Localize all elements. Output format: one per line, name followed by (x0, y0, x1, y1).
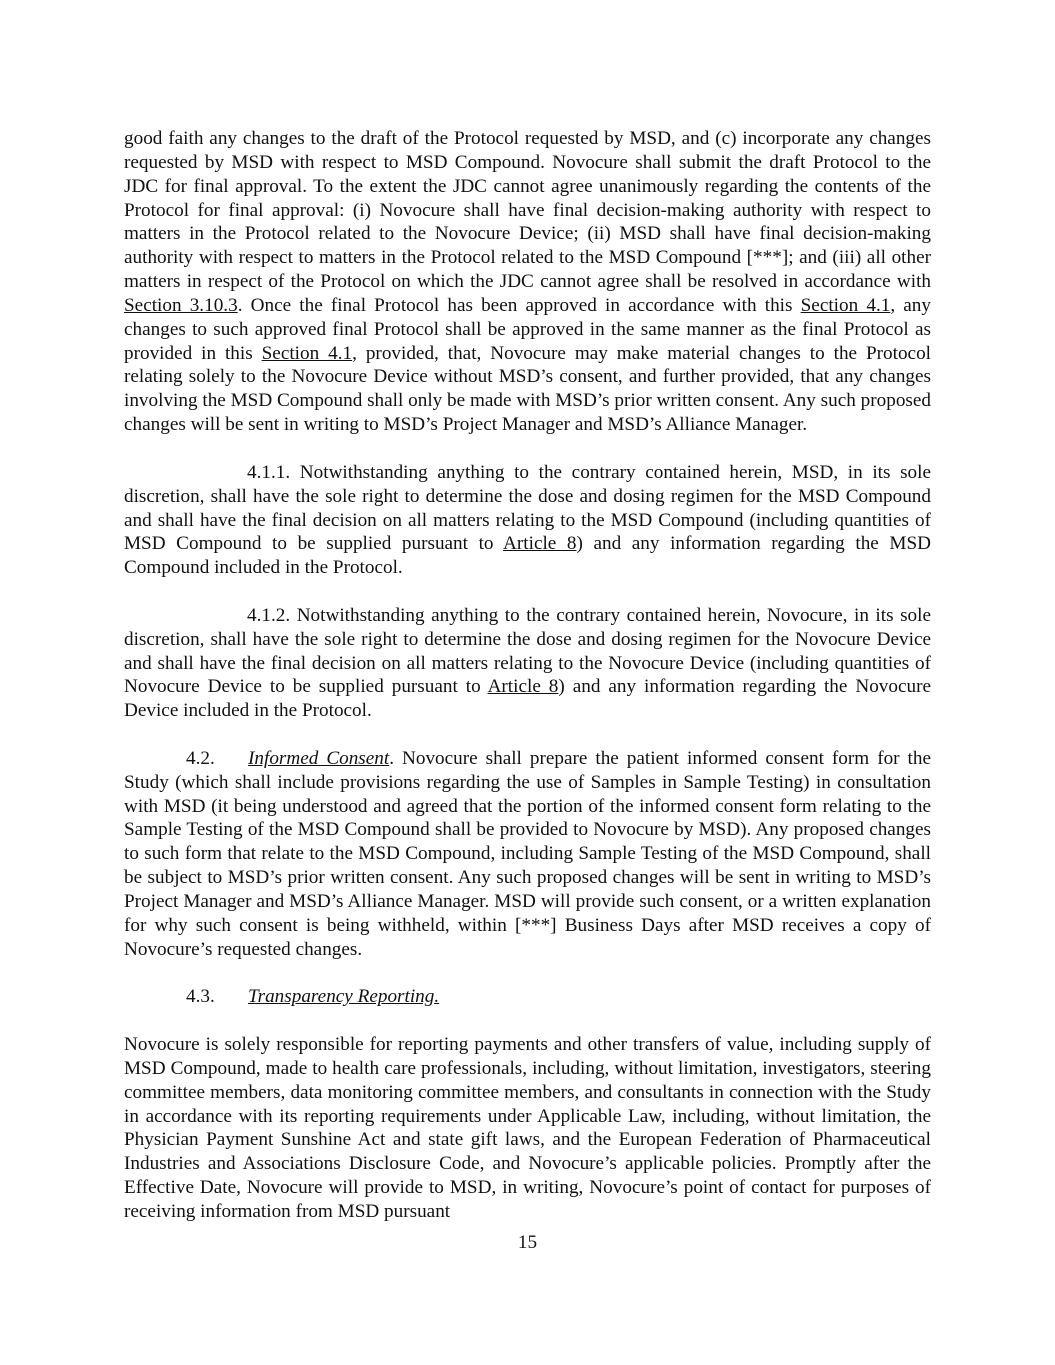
paragraph-spacer (124, 580, 931, 604)
section-4-1-2: 4.1.2. Notwithstanding anything to the contrary contained herein, Novocure, in its sole discretion, shall have the sole right to determine the dose and dosing regimen for the Novocure Device and shall have the final decision on all matters relating to the Novocure Device (including quantities of Novocure Device to be supplied pursuant to Article 8) and any information regarding the Novocure Device included in the Protocol. (124, 604, 932, 722)
cross-reference-link[interactable]: Section 4.1 (800, 294, 891, 316)
document-page (124, 127, 931, 1224)
section-4-2-informed-consent: 4.2. Informed Consent. Novocure shall prepare the patient informed consent form for the Study (which shall include provisions regarding the use of Samples in Sample Testing) in consultation with MSD (it being understood and agreed that the portion of the informed consent form relating to the Sample Testing of the MSD Compound shall be provided to Novocure by MSD). Any proposed changes to such form that relate to the MSD Compound, including Sample Testing of the MSD Compound, shall be subject to MSD’s prior written consent. Any such proposed changes will be sent in writing to MSD’s Project Manager and MSD’s Alliance Manager. MSD will provide such consent, or a written explanation for why such consent is being withheld, within [***] Business Days after MSD receives a copy of Novocure’s requested changes. (124, 747, 931, 960)
paragraph-spacer (124, 437, 931, 461)
cross-reference-link[interactable]: Section 3.10.3 (124, 294, 238, 316)
paragraph-protocol-approval: good faith any changes to the draft of the Protocol requested by MSD, and (c) incorporate any changes requested by MSD with respect to MSD Compound. Novocure shall submit the draft Protocol to the JDC for final approval. To the extent the JDC cannot agree unanimously regarding the contents of the Protocol for final approval: (i) Novocure shall have final decision-making authority with respect to matters in the Protocol related to the Novocure Device; (ii) MSD shall have final decision-making authority with respect to matters in the Protocol related to the MSD Compound [***]; and (iii) all other matters in respect of the Protocol on which the JDC cannot agree shall be resolved in accordance with Section 3.10.3. Once the final Protocol has been approved in accordance with this Section 4.1, any changes to such approved final Protocol shall be approved in the same manner as the final Protocol as provided in this Section 4.1, provided, that, Novocure may make material changes to the Protocol relating solely to the Novocure Device without MSD’s consent, and further provided, that any changes involving the MSD Compound shall only be made with MSD’s prior written consent. Any such proposed changes will be sent in writing to MSD’s Project Manager and MSD’s Alliance Manager. (124, 128, 931, 436)
section-heading: Informed Consent (248, 747, 390, 769)
section-heading: Transparency Reporting. (248, 986, 440, 1008)
section-4-3-body: Novocure is solely responsible for reporting payments and other transfers of value, including supply of MSD Compound, made to health care professionals, including, without limitation, investigators, steering committee members, data monitoring committee members, and consultants in connection with the Study in accordance with its reporting requirements under Applicable Law, including, without limitation, the Physician Payment Sunshine Act and state gift laws, and the European Federation of Pharmaceutical Industries and Associations Disclosure Code, and Novocure’s applicable policies. Promptly after the Effective Date, Novocure will provide to MSD, in writing, Novocure’s point of contact for purposes of receiving information from MSD pursuant (124, 1034, 931, 1222)
cross-reference-link[interactable]: Article 8 (487, 676, 559, 698)
section-number: 4.3. (186, 986, 215, 1008)
paragraph-spacer (124, 723, 931, 747)
paragraph-spacer (124, 1009, 931, 1033)
section-number: 4.1.1. (247, 461, 291, 483)
paragraph-spacer (124, 962, 931, 986)
page-number: 15 (517, 1232, 538, 1253)
cross-reference-link[interactable]: Section 4.1 (261, 342, 353, 364)
section-4-3-heading (124, 985, 931, 1009)
section-number: 4.2. (186, 747, 215, 769)
cross-reference-link[interactable]: Article 8 (503, 533, 577, 555)
section-number: 4.1.2. (247, 604, 291, 626)
section-4-1-1: 4.1.1. Notwithstanding anything to the contrary contained herein, MSD, in its sole discretion, shall have the sole right to determine the dose and dosing regimen for the MSD Compound and shall have the final decision on all matters relating to the MSD Compound (including quantities of MSD Compound to be supplied pursuant to Article 8) and any information regarding the MSD Compound included in the Protocol. (124, 461, 931, 579)
